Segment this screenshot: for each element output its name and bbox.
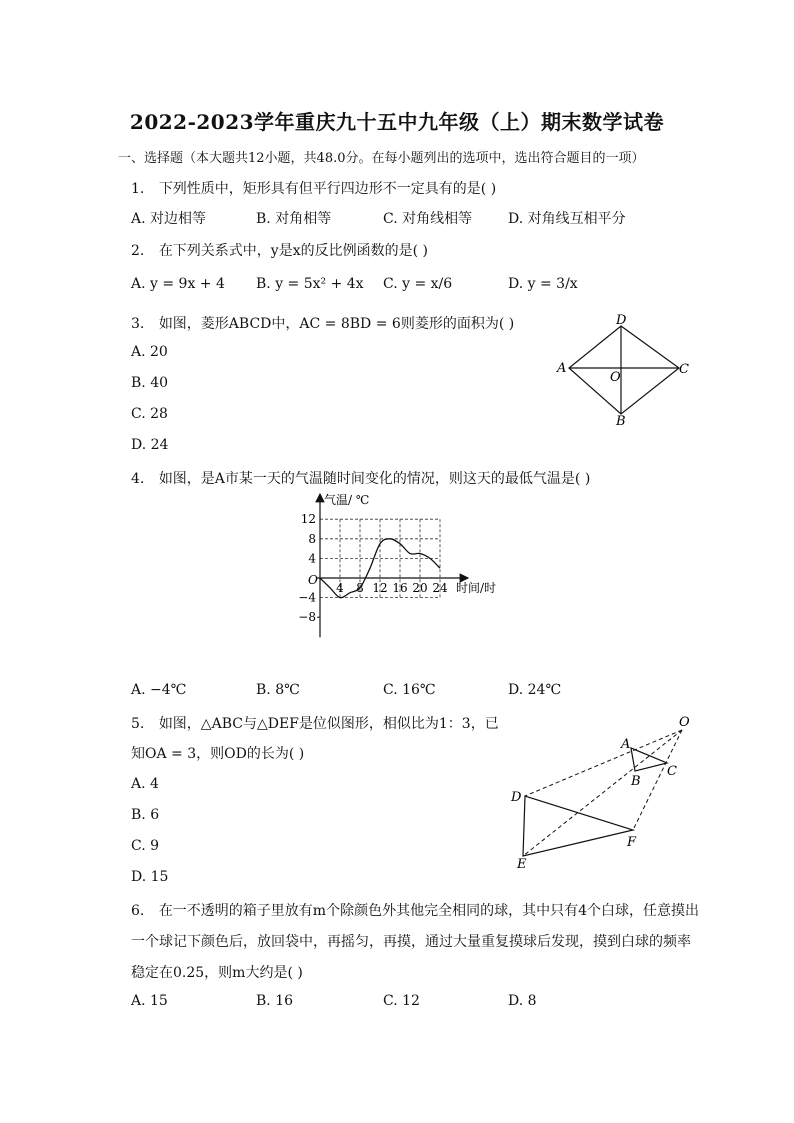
- option-c[interactable]: C. 对角线相等: [383, 211, 473, 227]
- option-b[interactable]: B. 对角相等: [256, 211, 332, 227]
- question-number: 6.: [131, 903, 145, 919]
- question-text: 如图，菱形ABCD中，AC = 8BD = 6则菱形的面积为( ): [158, 316, 515, 332]
- question-6: [131, 900, 699, 920]
- option-d[interactable]: D. y = 3/x: [508, 276, 578, 292]
- label-b: B: [631, 774, 641, 789]
- triangle-def: [523, 796, 633, 856]
- option-c[interactable]: C. 12: [383, 993, 420, 1009]
- option-a[interactable]: A. 4: [131, 776, 159, 792]
- label-d: D: [511, 790, 522, 805]
- option-c[interactable]: C. 9: [131, 838, 160, 854]
- page-title: 2022-2023学年重庆九十五中九年级（上）期末数学试卷: [129, 110, 665, 134]
- homothety-figure: [505, 710, 700, 870]
- x-tick-label: 16: [392, 581, 408, 595]
- question-text-continued: 稳定在0.25，则m大约是( ): [131, 965, 303, 981]
- option-d[interactable]: D. 24: [131, 437, 169, 453]
- question-text: 如图，△ABC与△DEF是位似图形，相似比为1：3，已: [158, 716, 499, 732]
- triangle-abc: [631, 748, 667, 771]
- x-axis-label: 时间/时: [456, 581, 497, 595]
- option-b[interactable]: B. 6: [131, 807, 160, 823]
- question-number: 1.: [131, 181, 145, 197]
- option-d[interactable]: D. 8: [508, 993, 537, 1009]
- option-b[interactable]: B. 40: [131, 375, 169, 391]
- rhombus-figure: [555, 310, 695, 428]
- origin-label: O: [308, 573, 318, 587]
- label-o: O: [610, 370, 621, 385]
- option-d[interactable]: D. 15: [131, 869, 169, 885]
- x-tick-label: 12: [372, 581, 388, 595]
- label-a: A: [557, 361, 567, 376]
- option-c[interactable]: C. 16℃: [383, 682, 436, 698]
- temperature-chart: [285, 488, 515, 644]
- option-a[interactable]: A. 15: [131, 993, 168, 1009]
- option-b[interactable]: B. y = 5x² + 4x: [256, 276, 364, 292]
- option-c[interactable]: C. 28: [131, 406, 168, 422]
- question-number: 3.: [131, 316, 145, 332]
- x-tick-label: 20: [412, 581, 428, 595]
- option-d[interactable]: D. 24℃: [508, 682, 562, 698]
- x-tick-label: 24: [432, 581, 448, 595]
- label-c: C: [679, 362, 689, 377]
- question-text-continued: 一个球记下颜色后，放回袋中，再摇匀，再摸，通过大量重复摸球后发现，摸到白球的频率: [131, 934, 691, 950]
- label-d: D: [616, 313, 627, 328]
- x-tick-label: 8: [356, 581, 364, 595]
- option-d[interactable]: D. 对角线互相平分: [508, 211, 626, 227]
- option-a[interactable]: A. 对边相等: [131, 211, 207, 227]
- question-text: 在一不透明的箱子里放有m个除颜色外其他完全相同的球，其中只有4个白球，任意摸出: [158, 903, 699, 919]
- y-tick-label: 4: [308, 551, 316, 566]
- y-tick-label: 8: [308, 531, 316, 546]
- y-tick-label: 12: [300, 512, 316, 527]
- question-4: [131, 468, 590, 488]
- label-c: C: [667, 764, 677, 779]
- label-b: B: [616, 414, 626, 428]
- question-number: 5.: [131, 716, 145, 732]
- question-number: 4.: [131, 471, 145, 487]
- question-text: 在下列关系式中，y是x的反比例函数的是( ): [158, 243, 428, 259]
- y-tick-label: −8: [298, 610, 316, 625]
- label-f: F: [627, 835, 637, 850]
- x-tick-label: 4: [336, 581, 344, 595]
- question-5: [131, 713, 499, 733]
- option-b[interactable]: B. 16: [256, 993, 294, 1009]
- option-b[interactable]: B. 8℃: [256, 682, 300, 698]
- question-2: [131, 240, 428, 260]
- question-3: [131, 313, 514, 333]
- y-axis-label: 气温/ ℃: [324, 493, 370, 507]
- option-c[interactable]: C. y = x/6: [383, 276, 453, 292]
- option-a[interactable]: A. y = 9x + 4: [131, 276, 225, 292]
- option-a[interactable]: A. 20: [131, 344, 168, 360]
- question-text-continued: 知OA = 3，则OD的长为( ): [131, 746, 305, 762]
- question-text: 如图，是A市某一天的气温随时间变化的情况，则这天的最低气温是( ): [158, 471, 591, 487]
- question-1: [131, 178, 496, 198]
- label-o: O: [679, 715, 690, 730]
- question-text: 下列性质中，矩形具有但平行四边形不一定具有的是( ): [158, 181, 497, 197]
- question-number: 2.: [131, 243, 145, 259]
- label-e: E: [517, 857, 527, 870]
- rhombus-outline: [569, 326, 679, 414]
- y-tick-label: −4: [298, 590, 316, 605]
- label-a: A: [621, 737, 631, 752]
- section-heading: 一、选择题（本大题共12小题，共48.0分。在每小题列出的选项中，选出符合题目的一项）: [118, 151, 645, 166]
- option-a[interactable]: A. −4℃: [131, 682, 187, 698]
